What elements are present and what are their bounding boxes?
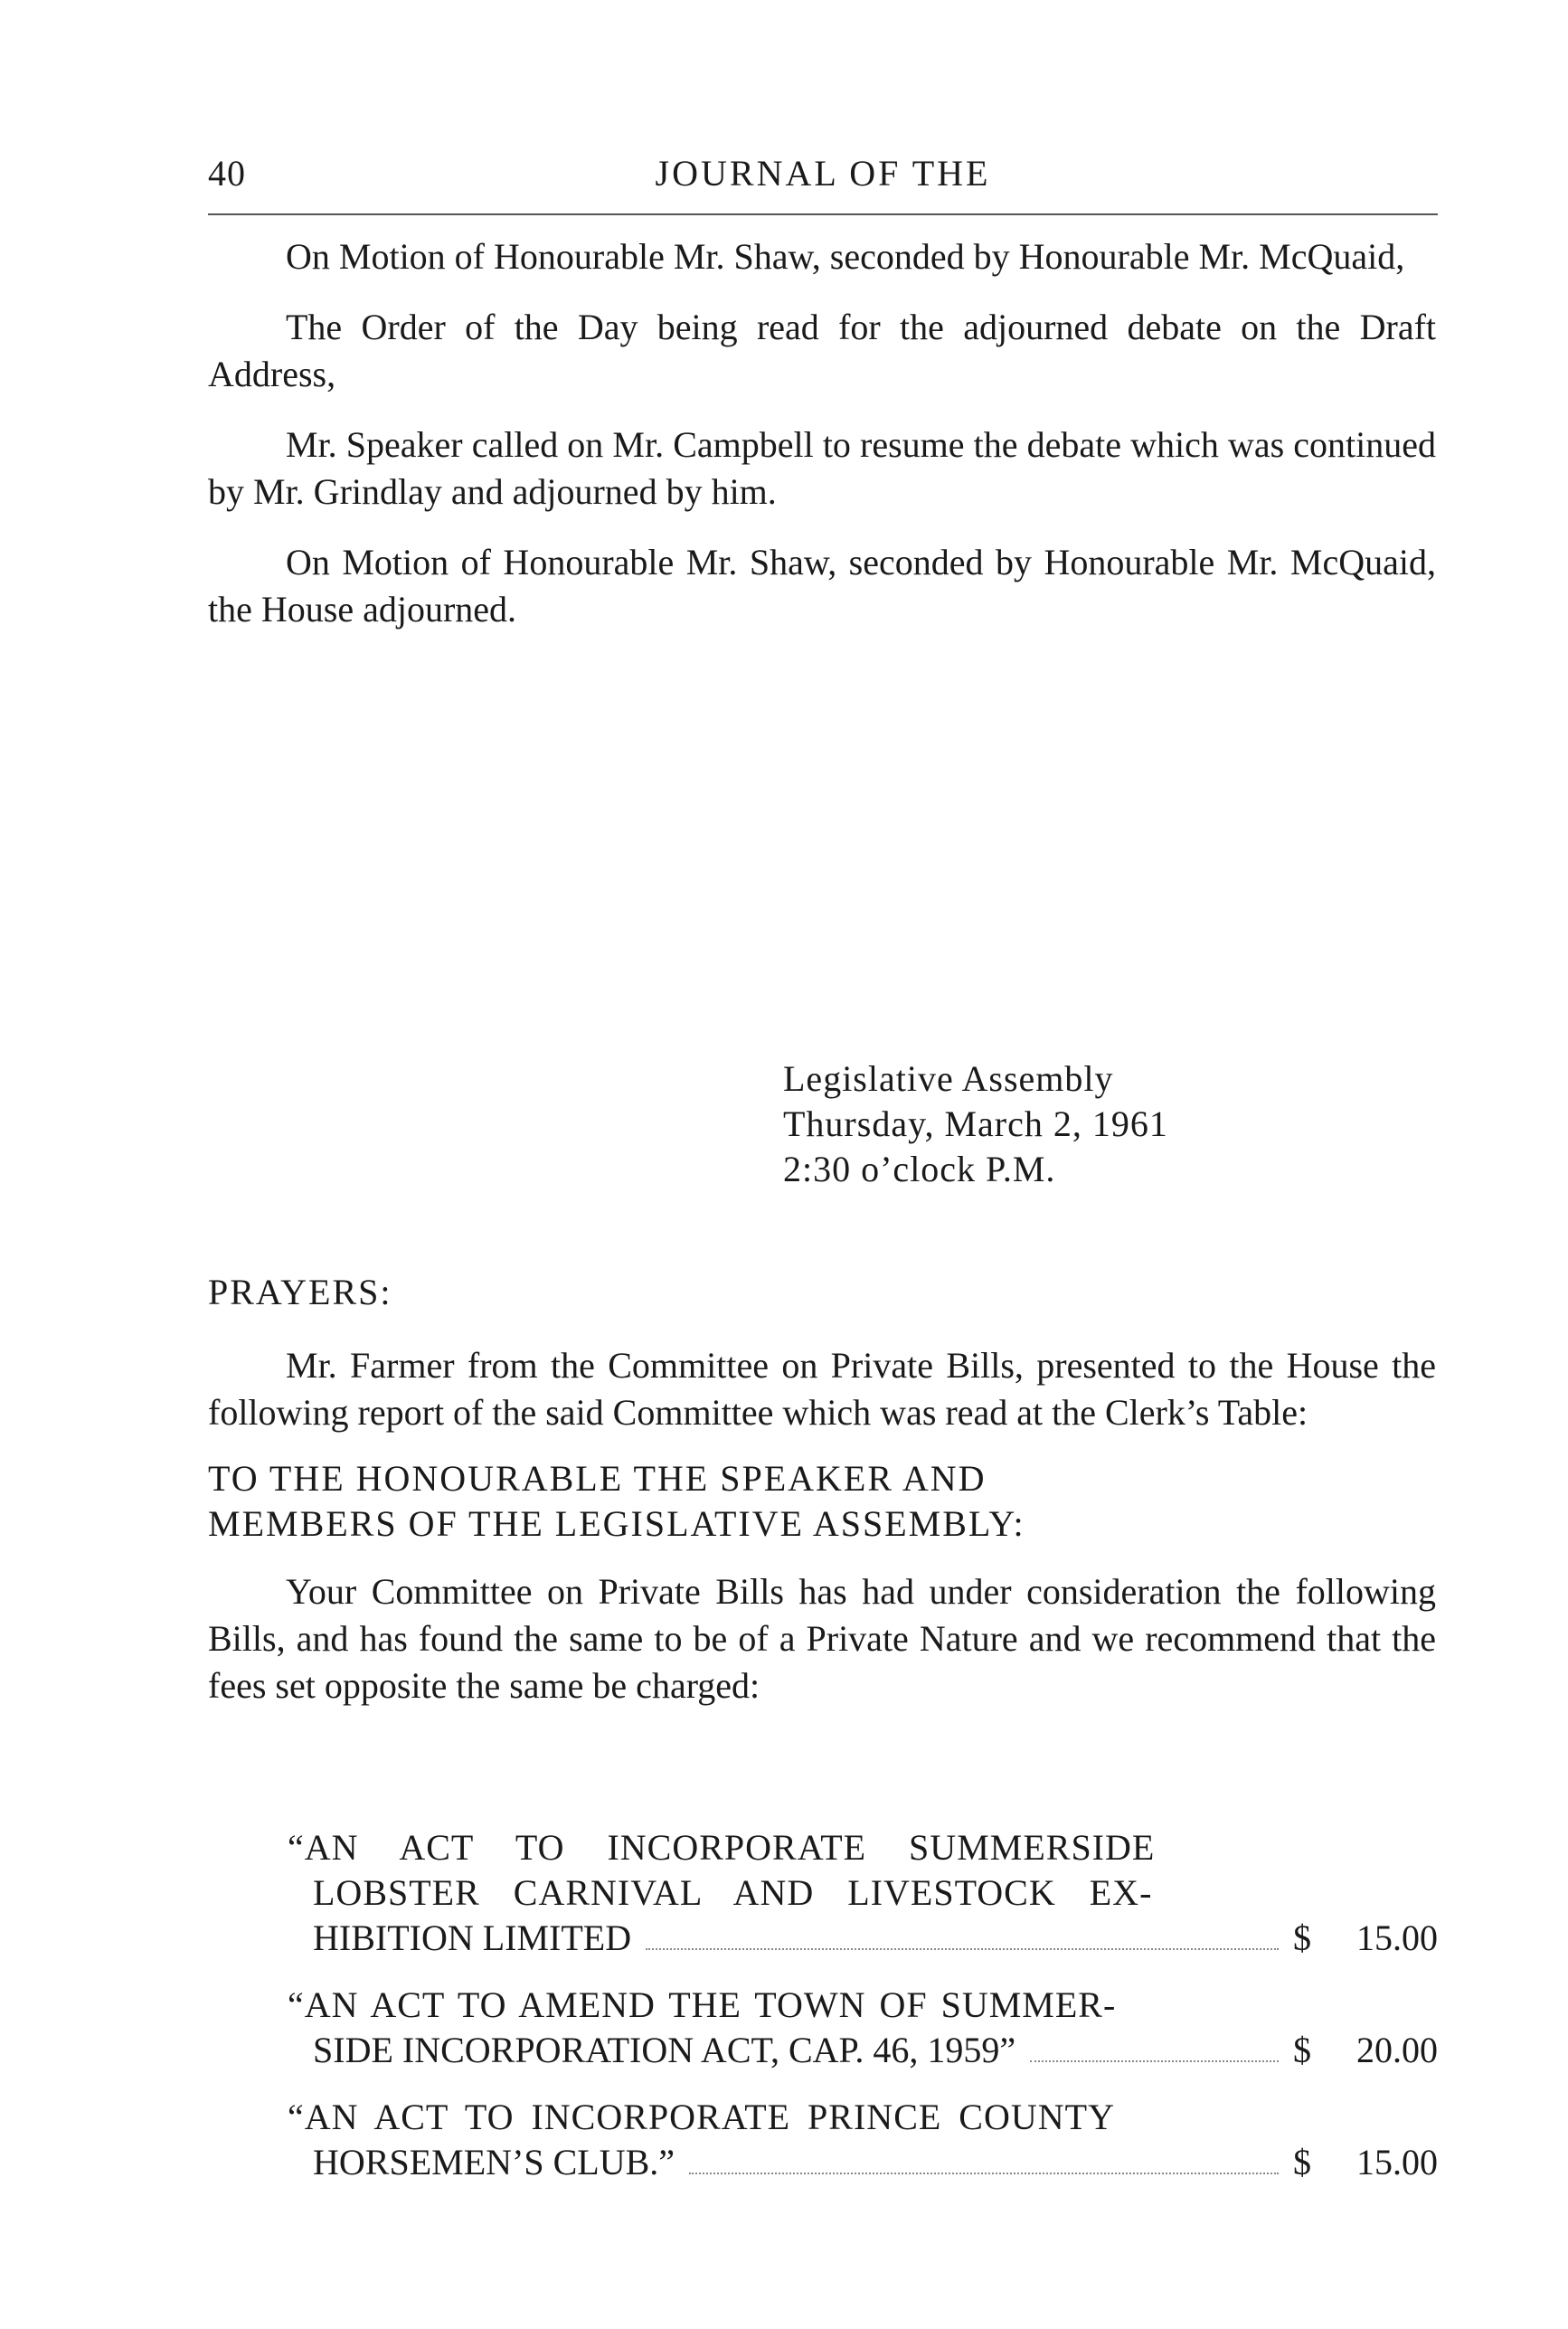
paragraph-order-of-day: The Order of the Day being read for the adjourned debate on the Draft Address, bbox=[208, 307, 1436, 394]
page-header bbox=[208, 152, 1438, 206]
bill-fee-line bbox=[288, 1916, 1438, 1961]
bill-item bbox=[288, 2095, 1438, 2185]
header-rule bbox=[208, 213, 1438, 215]
currency-symbol: $ bbox=[1293, 2030, 1311, 2070]
dot-leader bbox=[646, 1947, 1279, 1950]
bill-fee-line bbox=[288, 2028, 1438, 2073]
bill-title-text: “AN ACT TO AMEND THE TOWN OF SUMMER- bbox=[288, 1984, 1117, 2025]
bill-title-line bbox=[288, 2095, 1275, 2140]
bill-title-text: SIDE INCORPORATION ACT, CAP. 46, 1959” bbox=[313, 2030, 1016, 2070]
bill-fee bbox=[1293, 2028, 1438, 2073]
fee-amount: 15.00 bbox=[1356, 2142, 1438, 2182]
bill-title-text: HORSEMEN’S CLUB.” bbox=[313, 2142, 675, 2182]
bill-title-text: “AN ACT TO INCORPORATE SUMMERSIDE bbox=[288, 1827, 1156, 1868]
sitting-date: Thursday, March 2, 1961 bbox=[783, 1103, 1168, 1144]
bill-fee bbox=[1293, 1916, 1438, 1961]
fee-amount: 20.00 bbox=[1356, 2030, 1438, 2070]
salutation-line-2: MEMBERS OF THE LEGISLATIVE ASSEMBLY: bbox=[208, 1503, 1025, 1544]
bill-title-text: “AN ACT TO INCORPORATE PRINCE COUNTY bbox=[288, 2097, 1115, 2137]
paragraph-debate: Mr. Speaker called on Mr. Campbell to resume the debate which was continued by Mr. Grindlay and adjourned by him. bbox=[208, 424, 1436, 512]
bill-fee-line bbox=[288, 2140, 1438, 2185]
fee-amount: 15.00 bbox=[1356, 1917, 1438, 1958]
sitting-heading bbox=[783, 1056, 1168, 1192]
bill-title-line bbox=[288, 1983, 1275, 2028]
salutation-line-1: TO THE HONOURABLE THE SPEAKER AND bbox=[208, 1458, 987, 1499]
paragraph-adjourned: On Motion of Honourable Mr. Shaw, seconded by Honourable Mr. McQuaid, the House adjourned. bbox=[208, 542, 1436, 630]
sitting-time: 2:30 o’clock P.M. bbox=[783, 1149, 1056, 1189]
top-proceedings bbox=[208, 233, 1436, 657]
prayers-heading: PRAYERS: bbox=[208, 1272, 392, 1312]
bill-item bbox=[288, 1825, 1438, 1961]
committee-report bbox=[208, 1342, 1436, 1733]
currency-symbol: $ bbox=[1293, 2142, 1311, 2182]
bill-item bbox=[288, 1983, 1438, 2073]
bill-title-line bbox=[288, 1870, 1275, 1916]
bill-fee bbox=[1293, 2140, 1438, 2185]
report-salutation bbox=[208, 1456, 1436, 1547]
report-body: Your Committee on Private Bills has had under consideration the following Bills, and has found the same to be of a Private Nature and we recommend that the fees set opposite the same be charged: bbox=[208, 1571, 1436, 1706]
bill-title-line bbox=[288, 1825, 1275, 1870]
page-number: 40 bbox=[208, 153, 246, 194]
sitting-body: Legislative Assembly bbox=[783, 1058, 1114, 1099]
dot-leader bbox=[689, 2172, 1279, 2174]
bill-title-text: LOBSTER CARNIVAL AND LIVESTOCK EX- bbox=[313, 1872, 1153, 1913]
dot-leader bbox=[1030, 2059, 1279, 2062]
paragraph-motion-1: On Motion of Honourable Mr. Shaw, seconded by Honourable Mr. McQuaid, bbox=[286, 236, 1405, 277]
bill-title-text: HIBITION LIMITED bbox=[313, 1917, 632, 1958]
bills-list bbox=[288, 1825, 1438, 2207]
report-intro: Mr. Farmer from the Committee on Private Bills, presented to the House the following report of the said Committee which was read at the Clerk’s Table: bbox=[208, 1345, 1436, 1433]
currency-symbol: $ bbox=[1293, 1917, 1311, 1958]
running-head: JOURNAL OF THE bbox=[655, 153, 991, 194]
